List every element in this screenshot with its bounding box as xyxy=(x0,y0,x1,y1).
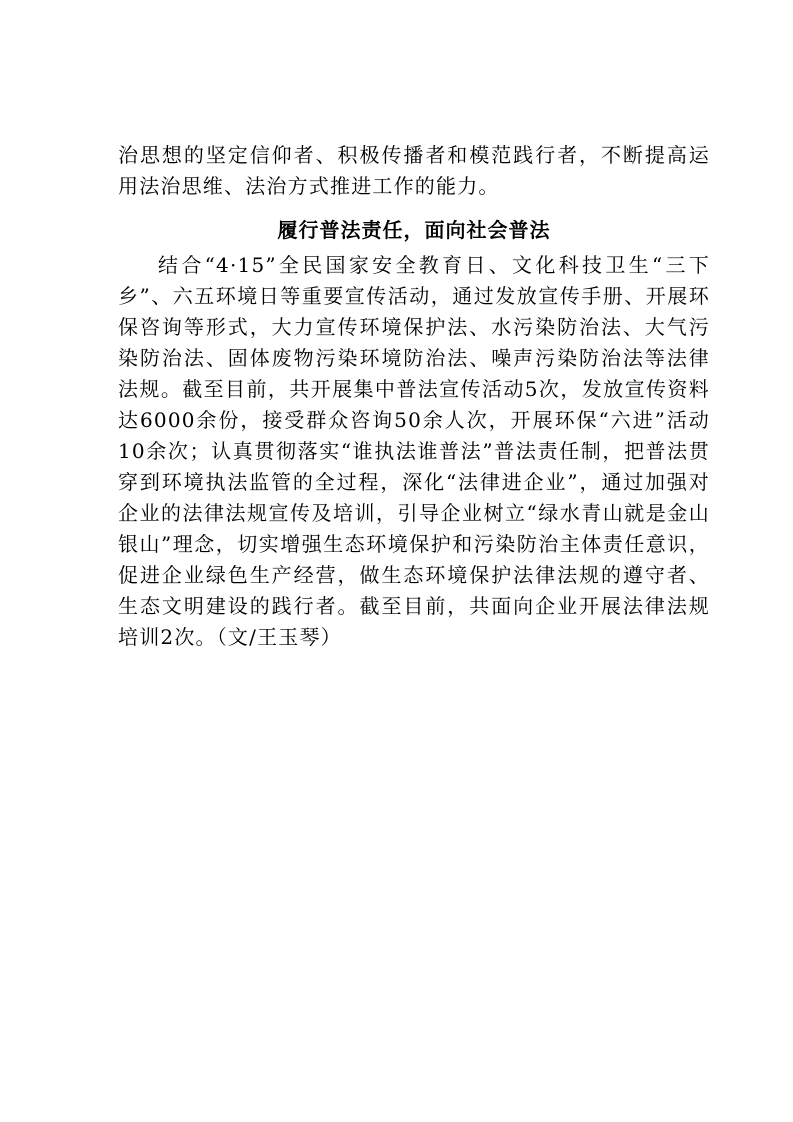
body-paragraph: 结合“4·15”全民国家安全教育日、文化科技卫生“三下乡”、六五环境日等重要宣传活动，通过发放宣传手册、开展环保咨询等形式，大力宣传环境保护法、水污染防治法、大气污染防治法、固体废物污染环境防治法、噪声污染防治法等法律法规。截至目前，共开展集中普法宣传活动5次，发放宣传资料达6000余份，接受群众咨询50余人次，开展环保“六进”活动10余次；认真贯彻落实“谁执法谁普法”普法责任制，把普法贯穿到环境执法监管的全过程，深化“法律进企业”，通过加强对企业的法律法规宣传及培训，引导企业树立“绿水青山就是金山银山”理念，切实增强生态环境保护和污染防治主体责任意识，促进企业绿色生产经营，做生态环境保护法律法规的遵守者、生态文明建设的践行者。截至目前，共面向企业开展法律法规培训2次。（文/王玉琴） xyxy=(118,253,710,649)
section-heading: 履行普法责任，面向社会普法 xyxy=(277,217,551,242)
intro-paragraph: 治思想的坚定信仰者、积极传播者和模范践行者，不断提高运用法治思维、法治方式推进工作的能力。 xyxy=(118,143,710,198)
